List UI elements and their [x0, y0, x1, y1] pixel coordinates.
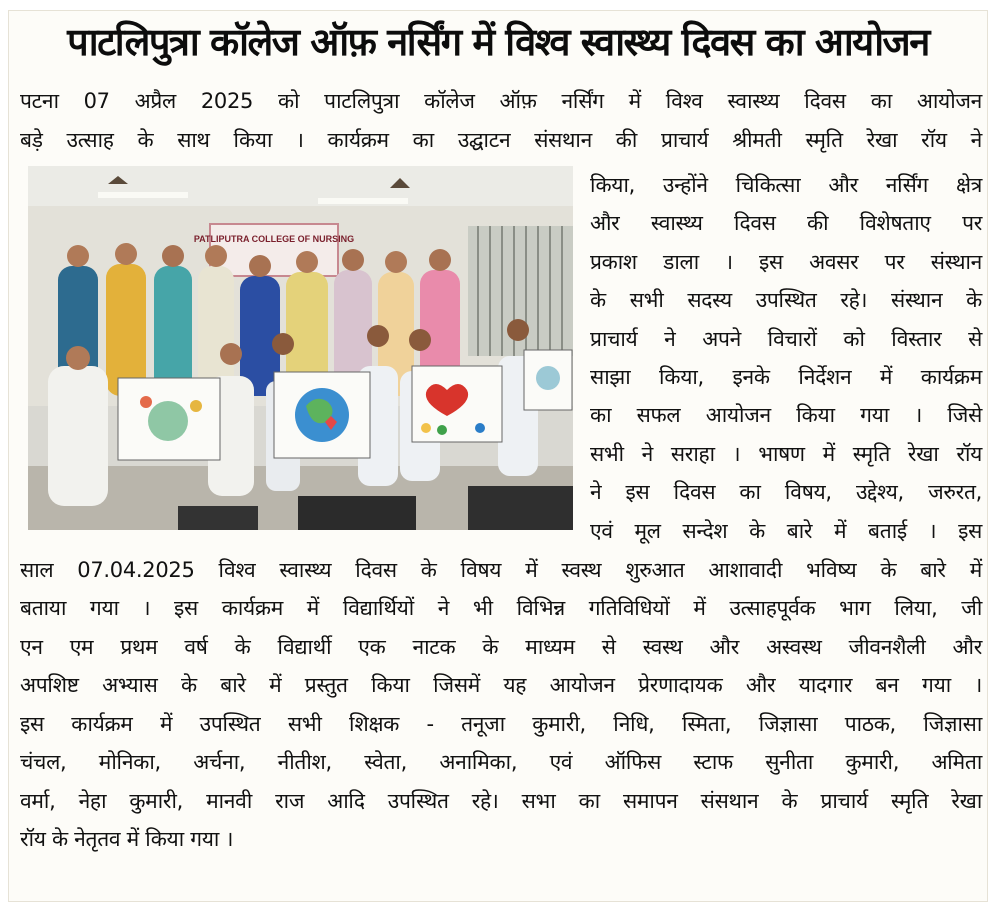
side-line: प्रकाश डाला । इस अवसर पर संस्थान: [590, 250, 982, 274]
body-line-last: रॉय के नेतृतव में किया गया ।: [20, 827, 234, 851]
event-photo: [28, 166, 573, 530]
side-line: और स्वास्थ्य दिवस की विशेषताए पर: [590, 211, 982, 235]
side-line: प्राचार्य ने अपने विचारों को विस्तार से: [590, 327, 982, 351]
side-line: के सभी सदस्य उपस्थित रहे। संस्थान के: [590, 288, 982, 312]
body-line: अपशिष्ट अभ्यास के बारे में प्रस्तुत किया जिसमें यह आयोजन प्रेरणादायक और यादगार बन गया ।: [20, 673, 982, 697]
side-line: सभी ने सराहा । भाषण में स्मृति रेखा रॉय: [590, 442, 982, 466]
body-line: बताया गया । इस कार्यक्रम में विद्यार्थियों ने भी विभिन्न गतिविधियों में उत्साहपूर्वक भाग लिया, जी: [20, 596, 982, 620]
body-line: चंचल, मोनिका, अर्चना, नीतीश, स्वेता, अनामिका, एवं ऑफिस स्टाफ सुनीता कुमारी, अमिता: [20, 750, 982, 774]
body-line: एन एम प्रथम वर्ष के विद्यार्थी एक नाटक के माध्यम से स्वस्थ और अस्वस्थ जीवनशैली और: [20, 635, 982, 659]
side-line: किया, उन्होंने चिकित्सा और नर्सिंग क्षेत्र: [590, 173, 982, 197]
body-line: पटना 07 अप्रैल 2025 को पाटलिपुत्रा कॉलेज ऑफ़ नर्सिंग में विश्व स्वास्थ्य दिवस का आयोजन: [20, 89, 982, 113]
body-line: साल 07.04.2025 विश्व स्वास्थ्य दिवस के विषय में स्वस्थ शुरुआत आशावादी भविष्य के बारे में: [20, 558, 982, 582]
side-line: का सफल आयोजन किया गया । जिसे: [590, 403, 982, 427]
body-line: वर्मा, नेहा कुमारी, मानवी राज आदि उपस्थित रहे। सभा का समापन संसथान के प्राचार्य स्मृति रेखा: [20, 789, 982, 813]
side-line: एवं मूल सन्देश के बारे में बताई । इस: [590, 519, 982, 543]
banner-text: PATLIPUTRA COLLEGE OF NURSING: [193, 234, 355, 244]
body-line: इस कार्यक्रम में उपस्थित सभी शिक्षक - तनूजा कुमारी, निधि, स्मिता, जिज्ञासा पाठक, जिज्ञासा: [20, 712, 982, 736]
headline: पाटलिपुत्रा कॉलेज ऑफ़ नर्सिंग में विश्व स्वास्थ्य दिवस का आयोजन: [67, 20, 929, 64]
body-line: बड़े उत्साह के साथ किया । कार्यक्रम का उद्घाटन संसथान की प्राचार्य श्रीमती स्मृति रेखा रॉय ने: [20, 128, 982, 152]
side-line: साझा किया, इनके निर्देशन में कार्यक्रम: [590, 365, 982, 389]
side-line: ने इस दिवस का विषय, उद्देश्य, जरुरत,: [590, 480, 982, 504]
